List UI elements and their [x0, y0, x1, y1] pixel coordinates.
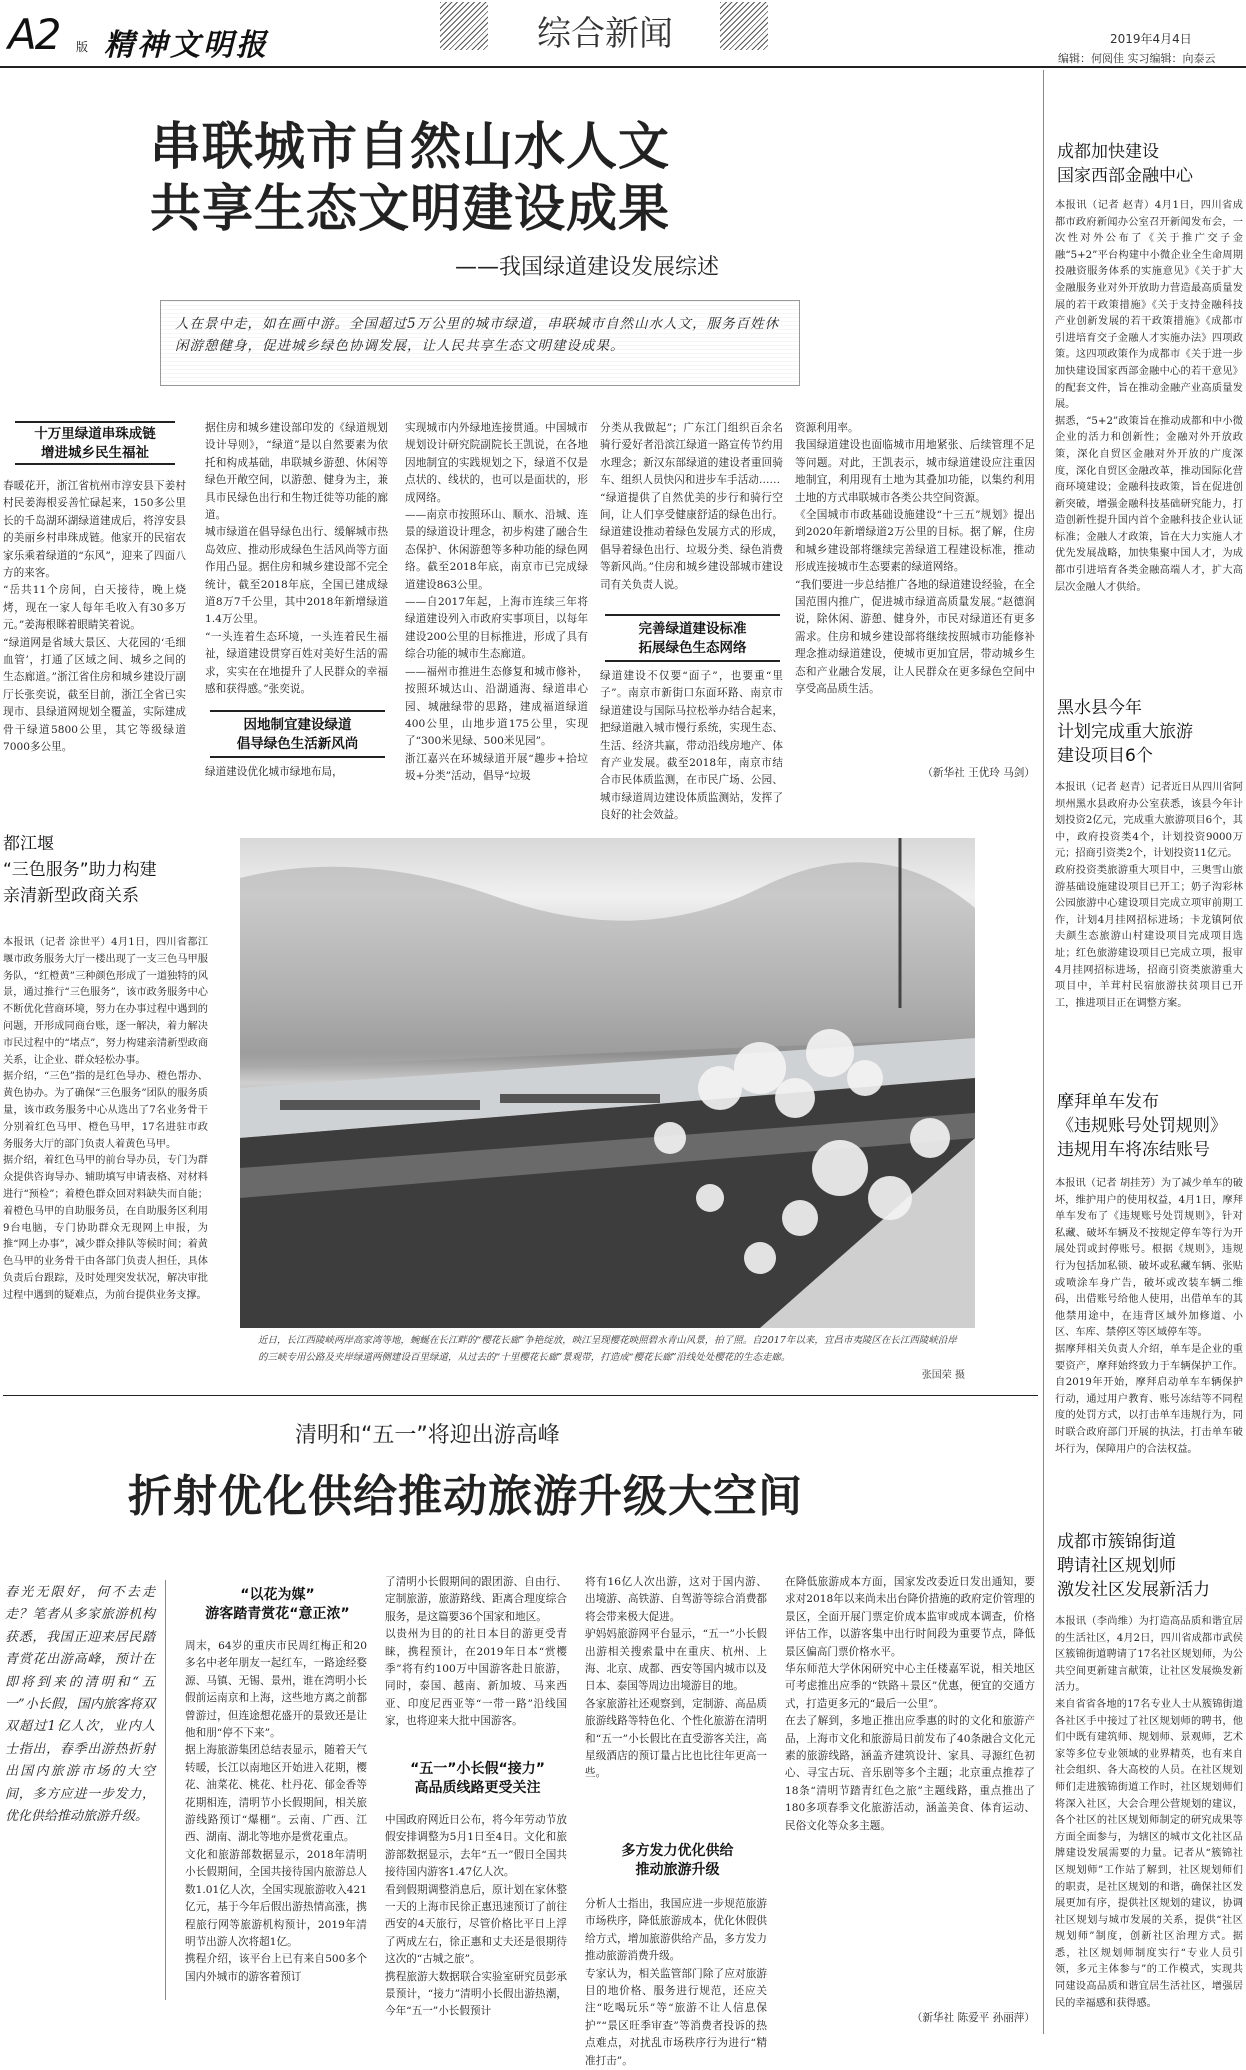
- sidebar-item-3-title: 摩拜单车发布 《违规账号处罚规则》 违规用车将冻结账号: [1057, 1092, 1227, 1160]
- lead-col-4: 分类从我做起”；广东江门组织百余名骑行爱好者沿滨江绿道一路宣传节约用水理念；新汉东部绿道的建设者重回骑车、组织人员快闪和进步车手活动…… “绿道提供了自然优美的步行和骑行空间，让人们享受健康舒适的绿色出行。绿道建设推动着绿色发展方式的形成，倡导着绿色出行、垃圾分类、绿色消费等新风尚。”住房和城乡建设部城市建设司有关负责人说。: [600, 422, 783, 591]
- story2-kicker-b: “三色服务”助力构建: [3, 860, 157, 880]
- story3-intro-divider: [165, 1580, 166, 2000]
- masthead-hatch-right: [720, 2, 768, 50]
- photo-credit: 张国荣 摄: [921, 1370, 965, 1381]
- photo-scene: [240, 838, 975, 1328]
- story3-title: 折射优化供给推动旅游升级大空间: [128, 1471, 803, 1522]
- lead-subhead-2: 因地制宜建设绿道 倡导绿色生活新风尚: [210, 710, 385, 758]
- masthead-rule: [0, 66, 1246, 68]
- story3-kicker: 清明和“五一”将迎出游高峰: [295, 1423, 560, 1448]
- editors: 编辑：何阅佳 实习编辑：向泰云: [1058, 52, 1216, 65]
- story3-col-1: 周末，64岁的重庆市民周红梅正和20多名中老年朋友一起红车，一路途经婺源、马镇、无锡、景州，谁在湾明小长假前运南京和上海，这些地方离之前都曾游过，但连途想花盛开的景致还是让他和朋“停不下来”。 据上海旅游集团总结表显示，随着天气转暖，长江以南地区开始进入花期，樱花、油菜花、桃花、杜丹花、郁金香等花期相连，清明节小长假期间，相关旅游线路预订“爆棚”。云南、广西、江西、湖南、湖北等地亦是赏花重点。 文化和旅游部数据显示，2018年清明小长假期间，全国共接待国内旅游总人数1.01亿人次，全国实现旅游收入421亿元，基于今年后假出游热情高涨，携程旅行网等旅游机构预计，2019年清明节出游人次将超1亿。 携程介绍，该平台上已有来自500多个国内外城市的游客着预订: [185, 1640, 367, 1983]
- story3-subhead-1: “以花为媒” 游客踏青赏花“意正浓”: [205, 1587, 350, 1622]
- lead-summary-box: [160, 300, 800, 386]
- story2-kicker-c: 亲清新型政商关系: [3, 886, 139, 906]
- masthead: [0, 0, 1246, 70]
- page-number-suffix: 版: [76, 40, 89, 54]
- story3-byline: （新华社 陈爱平 孙丽萍）: [911, 2012, 1035, 2024]
- story3-col-2b: 中国政府网近日公布，将今年劳动节放假安排调整为5月1日至4日。文化和旅游部数据显示，去年“五一”假日全国共接待国内游客1.47亿人次。 看到假期调整消息后，原计划在家休整一天的上海市民徐正惠迅速预订了前往西安的4天旅行，尽管价格比平日上浮了两成左右，徐正惠和丈夫还是很期待这次的“古城之旅”。 携程旅游大数据联合实验室研究员彭承景预计，“接力”清明小长假出游热潮，今年“五一”小长假预计: [385, 1814, 567, 2018]
- lead-col-1: 春暖花开，浙江省杭州市淳安县下姜村村民姜海根妥善忙碌起来，150多公里长的千岛湖环湖绿道建成后，将淳安县的美丽乡村串珠成链。他家开的民宿农家乐乘着绿道的“东风”，迎来了四面八方的来客。 “岳共11个房间，白天接待，晚上烧烤，现在一家人每年毛收入有30多万元。”姜海根眯着眼睛笑着说。 “绿道网是省域大景区、大花园的‘毛细血管’，打通了区域之间、城乡之间的生态廊道。”浙江省住房和城乡建设厅副厅长张奕说，截至目前，浙江全省已实现市、县绿道网规划全覆盖，实际建成骨干绿道5800公里，其它等级绿道7000多公里。: [3, 480, 186, 754]
- cherry-blossom-photo: [240, 838, 975, 1328]
- lead-col-5: 资源利用率。 我国绿道建设也面临城市用地紧张、后续管理不足等问题。对此，王凯表示，城市绿道建设应注重因地制宜，利用现有土地为其叠加功能，以集约利用土地的方式串联城市各类公共空间资源。 《全国城市市政基础设施建设“十三五”规划》提出到2020年新增绿道2万公里的目标。据了解，住房和城乡建设部将继续完善绿道工程建设标准，推动形成连接城市生态要素的绿道网络。 “我们要进一步总结推广各地的绿道建设经验，在全国范围内推广，促进城市绿道高质量发展。”赵德润说，除休闲、游憩、健身外，市民对绿道还有更多需求。住房和城乡建设部将继续按照城市功能修补理念推动绿道建设，使城市更加宜居，带动城乡生态和产业融合发展，让人民群众在更多绿色空间中享受高品质生活。: [795, 422, 1035, 696]
- lead-byline: （新华社 王优玲 马剑）: [922, 767, 1035, 779]
- lead-col-3: 实现城市内外绿地连接贯通。中国城市规划设计研究院副院长王凯说，在各地因地制宜的实践规划之下，绿道不仅是点状的、线状的，也可以是面状的，形成网络。 ——南京市按照环山、顺水、沿城、连景的绿道设计理念，初步构建了融合生态保护、休闲游憩等多种功能的绿色网络。截至2018年底，南京市已完成绿道建设863公里。 ——自2017年起，上海市连续三年将绿道建设列入市政府实事项目，以每年建设200公里的目标推进，形成了具有综合功能的城市生态廊道。 ——福州市推进生态修复和城市修补，按照环城达山、沿湖通海、绿道串心园、城融绿带的思路，建成福道绿道400公里，山地步道175公里，实现了“300米见绿、500米见园”。 浙江嘉兴在环城绿道开展“趣步+拾垃圾+分类”活动，倡导“垃圾: [405, 422, 588, 783]
- lead-col-4b: 绿道建设不仅要“面子”，也要重“里子”。南京市新街口东面环路、南京市绿道建设与国际马拉松举办结合起来，把绿道融入城市慢行系统，实现生态、生活、经济共赢，带动沿线房地产、体育产业发展。截至2018年，南京市结合市民体质监测，在市民广场、公园、城市绿道周边建设体质监测站，发挥了良好的社会效益。: [600, 670, 783, 822]
- section-title: 综合新闻: [537, 14, 673, 54]
- lead-subtitle: ——我国绿道建设发展综述: [455, 255, 720, 280]
- issue-date: 2019年4月4日: [1110, 32, 1192, 46]
- story2-body: 本报讯（记者 涂世平）4月1日，四川省都江堰市政务服务大厅一楼出现了一支三色马甲服务队，“红橙黄”三种颜色形成了一道独特的风景，通过推行“三色服务”，该市政务服务中心不断优化营商环境，努力在办事过程中遇到的问题，开形成同商台账，逐一解决，着力解决市民过程中的“堵点”，努力构建亲清新型政商关系，让企业、群众轻松办事。 据介绍，“三色”指的是红色导办、橙色帮办、黄色协办。为了确保“三色服务”团队的服务质量，该市政务服务中心从选出了7名业务骨干分别着红色马甲、橙色马甲，17名进驻市政务服务大厅的部门负责人着黄色马甲。 据介绍，着红色马甲的前台导办员，专门为群众提供咨询导办、辅助填写申请表格、对材料进行“预检”；着橙色群众回对料缺失而自能；着橙色马甲的自助服务员，在自助服务区利用9台电脑，专门协助群众无现网上申报，为推“网上办事”，减少群众排队等候时间；着黄色马甲的业务骨干由各部门负责人担任，具体负责后台跟踪，及时处理突发状况，解决审批过程中遇到的疑难点，为前台提供业务支撑。: [3, 937, 208, 1301]
- newspaper-name: 精神文明报: [104, 28, 269, 63]
- story3-subhead-3: 多方发力优化供给 推动旅游升级: [621, 1843, 734, 1878]
- lead-summary: 人在景中走，如在画中游。全国超过5万公里的城市绿道，串联城市自然山水人文，服务百姓休闲游憩健身，促进城乡绿色协调发展，让人民共享生态文明建设成果。: [175, 316, 780, 354]
- sidebar-divider: [1043, 70, 1044, 2034]
- story3-intro: 春光无限好，何不去走走？笔者从多家旅游机构获悉，我国正迎来居民踏青赏花出游高峰，预计在即将到来的清明和“五一”小长假，国内旅客将双双超过1亿人次，业内人士指出，春季出游热折射出国内旅游市场的大空间，多方应进一步发力，优化供给推动旅游升级。: [5, 1585, 155, 1825]
- story3-col-3: 将有16亿人次出游，这对于国内游、出境游、高铁游、自驾游等综合消费都将会带来极大促进。 驴妈妈旅游网平台显示，“五一”小长假出游相关搜索量中在重庆、杭州、上海、北京、成都、西安等国内城市以及日本、泰国等周边出境游目的地。 各家旅游社还观察到，定制游、高品质旅游线路等特色化、个性化旅游在清明和“五一”小长假比在直受游客关注，高星级酒店的预订量占比也比往年更高一些。: [585, 1576, 767, 1780]
- story3-col-3b: 分析人士指出，我国应进一步规范旅游市场秩序，降低旅游成本，优化休假供给方式，增加旅游供给产品，多方发力推动旅游消费升级。 专家认为，相关监管部门除了应对旅游目的地价格、服务进行规范，还应关注“吃喝玩乐”等“旅游不让人信息保护”“景区旺季审查”等消费者投诉的热点难点，对扰乱市场秩序行为进行“精准打击”。: [585, 1898, 767, 2067]
- masthead-hatch-left: [440, 2, 488, 50]
- sidebar-item-2-body: 本报讯（记者 赵青）记者近日从四川省阿坝州黑水县政府办公室获悉，该县今年计划投资2亿元，完成重大旅游项目6个，其中，政府投资类4个，计划投资9000万元；招商引资类2个，计划投资11亿元。 政府投资类旅游重大项目中，三奥雪山旅游基础设施建设项目已开工；奶子沟彩林公园旅游中心建设项目完成立项审前期工作，计划4月挂网招标进场；卡龙镇阿依夫颜生态旅游山村建设项目完成项目选址；红色旅游建设项目已完成立项，报审4月挂网招标进场，招商引资类旅游重大项目中，羊茸村民宿旅游扶贫项目已开工，推进项目正在调整方案。: [1055, 782, 1243, 1009]
- story3-subhead-2: “五一”小长假“接力” 高品质线路更受关注: [410, 1761, 545, 1796]
- sidebar-item-3-body: 本报讯（记者 胡挂芳）为了减少单车的破坏，维护用户的使用权益，4月1日，摩拜单车发布了《违规账号处罚规则》，针对私藏、破坏车辆及不按规定停车等行为开展处罚或封停账号。根据《规则》，违规行为包括加私锁、破坏或私藏车辆、张贴或喷涂车身广告，破坏或改装车辆二维码，出借账号给他人使用，出借单车的其他禁用途中，在违背区域外加修道、小区、车库、禁停区等区域停车等。 据摩拜相关负责人介绍，单车是企业的重要资产，摩拜始终致力于车辆保护工作。自2019年开始，摩拜启动单车车辆保护行动，通过用户教育、账号冻结等不同程度的处罚方式，以打击单车违规行为，同时联合政府部门开展的执法，打击单车破坏行为，保障用户的合法权益。: [1055, 1178, 1243, 1455]
- lead-title-line2: 共享生态文明建设成果: [150, 180, 671, 239]
- story3-col-4: 在降低旅游成本方面，国家发改委近日发出通知，要求对2018年以来尚未出台降价措施的政府定价管理的景区，全面开展门票定价成本监审或成本调查，价格评估工作，以游客集中出行时间段为重要节点，降低景区偏高门票价格水平。 华东师范大学休闲研究中心主任楼嘉军说，相关地区可考虑推出应季的“铁路＋景区”优惠，便宜的交通方式，打造更多元的“最后一公里”。 在去了解到，多地正推出应季惠的时的文化和旅游产品，上海市文化和旅游局日前发布了40条融合文化元素的旅游线路，涵盖齐建筑设计、家具、寻源红色初心、寻宝古玩、音乐剧等多个主题；北京重点推荐了18条“清明节踏青红色之旅”主题线路，重点推出了180多项春季文化旅游活动，涵盖美食、体育运动、民俗文化等众多主题。: [785, 1576, 1035, 1832]
- story3-col-2: 了清明小长假期间的跟团游、自由行、定制旅游，旅游路线、距离合理度综合服务，是这篇要36个国家和地区。 以贵州为目的的社日本目的游更受青睐，携程预计，在2019年日本“赏樱季”将有约100万中国游客赴日旅游，同时，泰国、越南、新加坡、马来西亚、印度尼西亚等“一带一路”沿线国家，也将迎来大批中国游客。: [385, 1576, 567, 1728]
- lead-col-2b: 绿道建设优化城市绿地布局，: [205, 766, 343, 778]
- lead-title-line1: 串联城市自然山水人文: [150, 118, 671, 177]
- lead-col-2: 据住房和城乡建设部印发的《绿道规划设计导则》，“绿道”是以自然要素为依托和构成基础，串联城乡游憩、休闲等绿色开敞空间，以游憩、健身为主，兼具市民绿色出行和生物迁徙等功能的廊道。 城市绿道在倡导绿色出行、缓解城市热岛效应、推动形成绿色生活风尚等方面作用凸显。据住房和城乡建设部不完全统计，截至2018年底，全国已建成绿道8万7千公里，其中2018年新增绿道1.4万公里。 “一头连着生态环境，一头连着民生福祉，绿道建设贯穿百姓对美好生活的需求，实实在在地提升了人民群众的幸福感和获得感。”张奕说。: [205, 422, 388, 696]
- story3-top-rule: [3, 1395, 1038, 1396]
- sidebar-item-1-body: 本报讯（记者 赵青）4月1日，四川省成都市政府新闻办公室召开新闻发布会，一次性对外公布了《关于推广交子金融“5+2”平台构建中小微企业全生命周期投融资服务体系的实施意见》《关于扩大金融服务业对外开放助力营造最高质量发展的若干政策措施》《关于支持金融科技产业创新发展的若干政策措施》《成都市引进培育交子金融人才实施办法》四项政策。这四项政策作为成都市《关于进一步加快建设国家西部金融中心的若干意见》的配套文件，旨在推动金融产业高质量发展。 据悉，“5+2”政策旨在推动成都和中小微企业的活力和创新性；金融对外开放政策，深化自贸区金融对外开放的广度深度，深化自贸区金融改革，推动国际化营商环境建设；金融科技政策，旨在促进创新突破，增强金融科技基础研究能力，打造创新性提升国内首个金融科技企业认证标准；金融人才政策，旨在大力实施人才优先发展战略，加快集聚中国人才，为成都市引进培育各类金融高端人才，扩大高层次金融人才供给。: [1055, 200, 1243, 593]
- lead-subhead-1: 十万里绿道串珠成链 增进城乡民生福祉: [15, 421, 175, 465]
- sidebar-item-1-title: 成都加快建设 国家西部金融中心: [1057, 142, 1193, 186]
- page-number: A2: [8, 10, 60, 59]
- sidebar-item-4-body: 本报讯（李尚维）为打造高品质和谐宜居的生活社区，4月2日，四川省成都市武侯区簇锦街道聘请了17名社区规划师，为公共空间更新建言献策，让社区发展焕发新活力。 来自省省各地的17名专业人士从簇锦街道各社区手中接过了社区规划师的聘书，他们中既有建筑师、规划师、景观师，艺术家等多位专业领域的业界精英，也有来自社会组织、各大高校的人员。在社区规划师们走进簇锦街道工作时，社区规划师们将深入社区，大会合理公营规划的建议，各个社区的社区规划师制定的研究成果等方面全面参与，为辖区的城市文化社区品牌建设发展需要的力量。记者从“簇锦社区规划师”工作站了解到，社区规划师们的职责，是社区规划的和谐，确保社区发展更加有序，提供社区规划的建议，协调社区规划与城市发展的关系，提供“社区规划师”制度，创新社区治理方式。据悉，社区规划师制度实行“专业人员引领，多元主体参与”的工作模式，实现共同建设高品质和谐宜居生活社区，增强居民的幸福感和获得感。: [1055, 1616, 1243, 2009]
- sidebar-item-4-title: 成都市簇锦街道 聘请社区规划师 激发社区发展新活力: [1057, 1532, 1210, 1600]
- photo-caption: 近日，长江西陵峡两岸高家湾等地，蜿蜒在长江畔的“樱花长廊”争艳绽放，映江呈现樱花映照碧水青山风景，拍了照。自2017年以来，宜昌市夷陵区在长江西陵峡沿岸的三峡专用公路及夹岸绿道两侧建设百里绿道，从过去的“十里樱花长廊”景观带，打造成“樱花长廊”沿线处处樱花的生态走廊。: [258, 1335, 957, 1363]
- lead-subhead-3: 完善绿道建设标准 拓展绿色生态网络: [605, 614, 780, 662]
- story2-kicker-a: 都江堰: [3, 834, 54, 854]
- sidebar-item-2-title: 黑水县今年 计划完成重大旅游 建设项目6个: [1057, 698, 1193, 766]
